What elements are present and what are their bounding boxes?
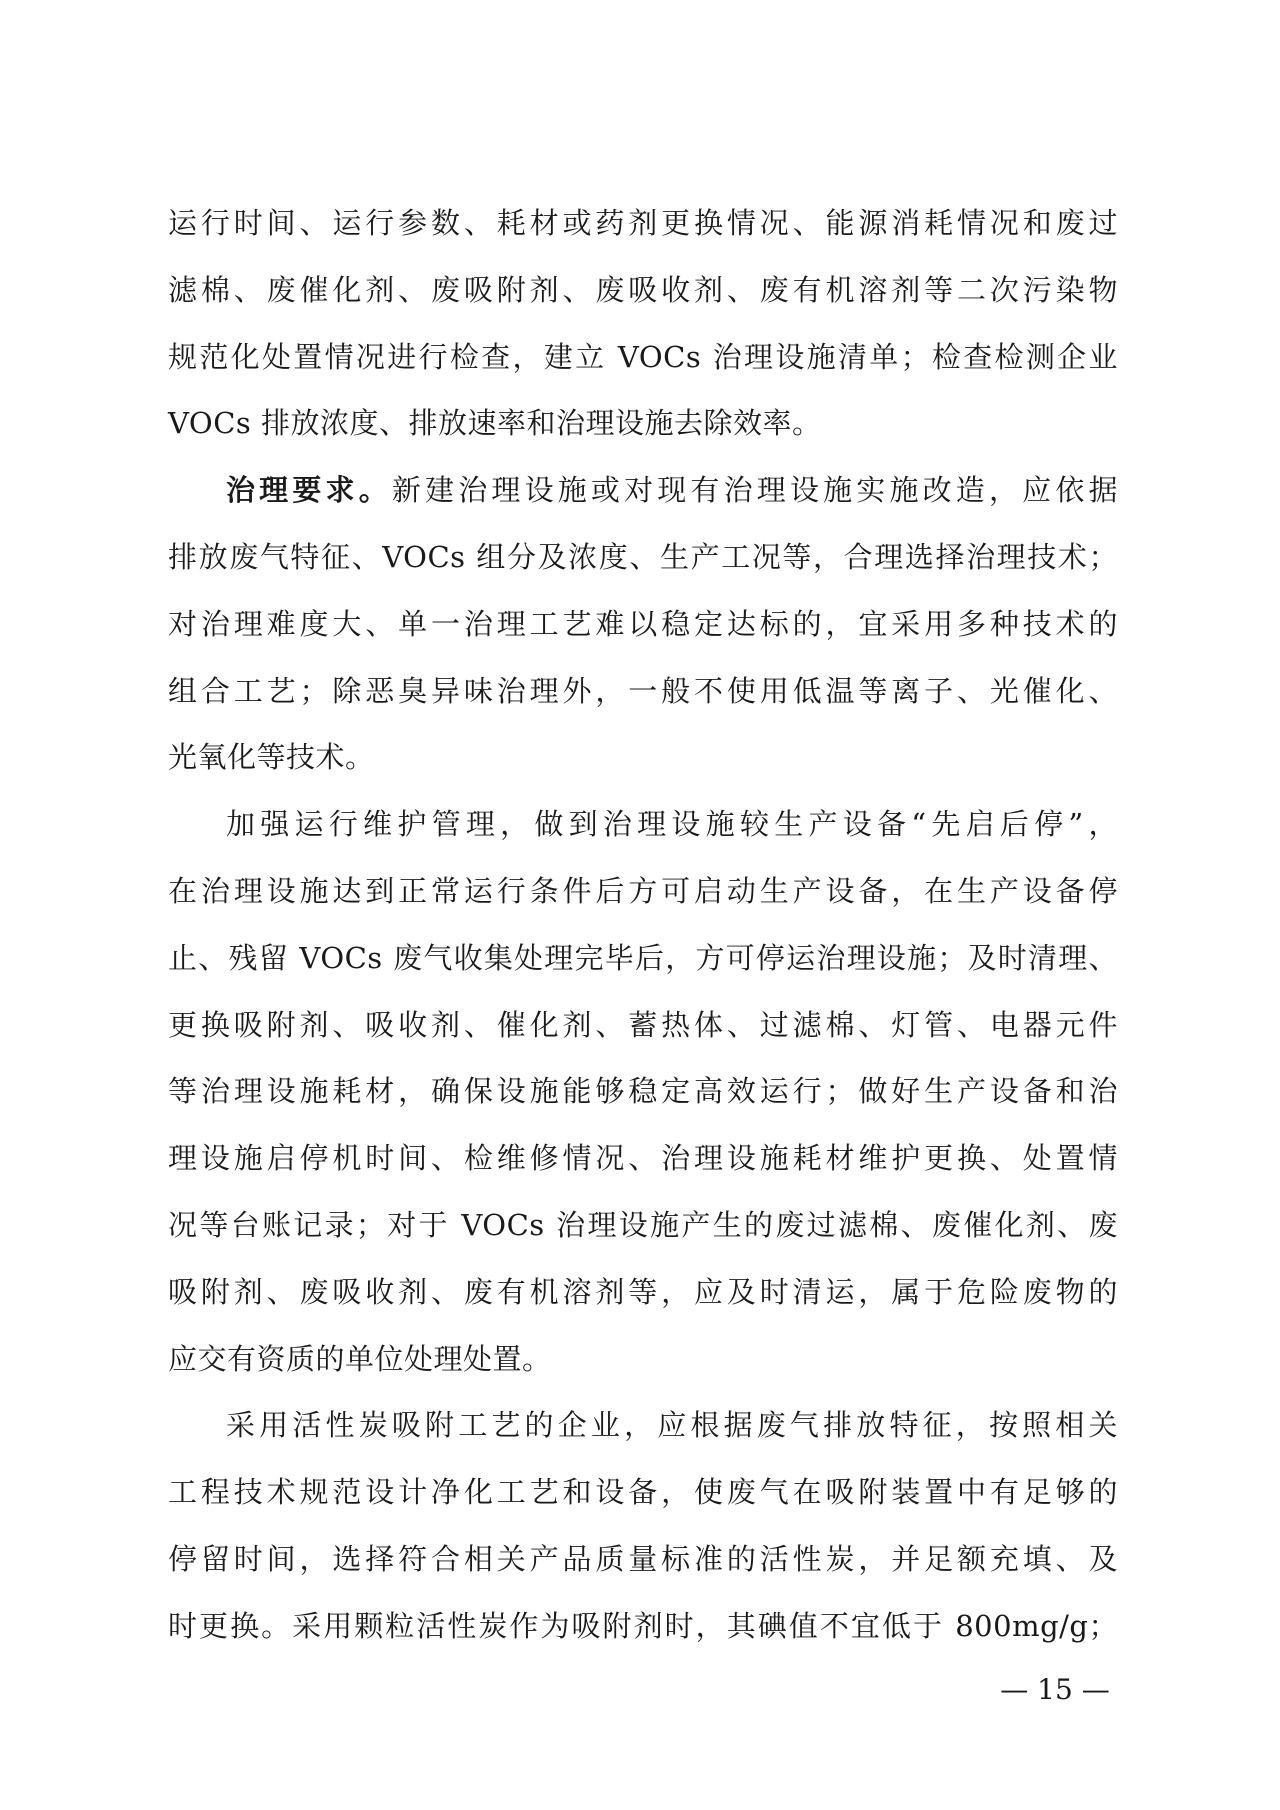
paragraph-2-line-4: 组合工艺；除恶臭异味治理外，一般不使用低温等离子、光催化、 — [168, 673, 1118, 708]
paragraph-3-line-1: 加强运行维护管理，做到治理设施较生产设备“先启后停”， — [226, 807, 1118, 842]
paragraph-3-line-6: 理设施启停机时间、检维修情况、治理设施耗材维护更换、处置情 — [168, 1141, 1118, 1176]
paragraph-3-line-3: 止、残留 VOCs 废气收集处理完毕后，方可停运治理设施；及时清理、 — [168, 940, 1118, 975]
paragraph-3-line-8: 吸附剂、废吸收剂、废有机溶剂等，应及时清运，属于危险废物的 — [168, 1274, 1118, 1309]
paragraph-3-line-4: 更换吸附剂、吸收剂、催化剂、蓄热体、过滤棉、灯管、电器元件 — [168, 1007, 1118, 1042]
paragraph-4-line-4: 时更换。采用颗粒活性炭作为吸附剂时，其碘值不宜低于 800mg/g； — [168, 1608, 1118, 1643]
paragraph-2-line-2: 排放废气特征、VOCs 组分及浓度、生产工况等，合理选择治理技术； — [168, 539, 1118, 574]
paragraph-2-line-1-text: 新建治理设施或对现有治理设施实施改造，应依据 — [391, 473, 1118, 508]
paragraph-3-line-7: 况等台账记录；对于 VOCs 治理设施产生的废过滤棉、废催化剂、废 — [168, 1207, 1118, 1242]
paragraph-4-line-1: 采用活性炭吸附工艺的企业，应根据废气排放特征，按照相关 — [226, 1408, 1118, 1443]
paragraph-3-line-5: 等治理设施耗材，确保设施能够稳定高效运行；做好生产设备和治 — [168, 1074, 1118, 1109]
paragraph-1-line-1: 运行时间、运行参数、耗材或药剂更换情况、能源消耗情况和废过 — [168, 206, 1118, 240]
paragraph-4-line-3: 停留时间，选择符合相关产品质量标准的活性炭，并足额充填、及 — [168, 1541, 1118, 1576]
page-number: — 15 — — [1000, 1673, 1110, 1706]
paragraph-2-lead-heading: 治理要求。 — [226, 473, 392, 508]
paragraph-1-line-2: 滤棉、废催化剂、废吸附剂、废吸收剂、废有机溶剂等二次污染物 — [168, 272, 1118, 307]
paragraph-1-line-3: 规范化处置情况进行检查，建立 VOCs 治理设施清单；检查检测企业 — [168, 339, 1118, 374]
paragraph-2-line-5: 光氧化等技术。 — [168, 740, 375, 775]
body-text — [168, 190, 1118, 1660]
paragraph-1-line-4: VOCs 排放浓度、排放速率和治理设施去除效率。 — [168, 406, 822, 441]
paragraph-2-line-3: 对治理难度大、单一治理工艺难以稳定达标的，宜采用多种技术的 — [168, 606, 1118, 641]
paragraph-2-line-1 — [168, 457, 1118, 524]
paragraph-4-line-2: 工程技术规范设计净化工艺和设备，使废气在吸附装置中有足够的 — [168, 1475, 1118, 1510]
paragraph-3-line-2: 在治理设施达到正常运行条件后方可启动生产设备，在生产设备停 — [168, 873, 1118, 908]
paragraph-3-line-9: 应交有资质的单位处理处置。 — [168, 1341, 552, 1376]
